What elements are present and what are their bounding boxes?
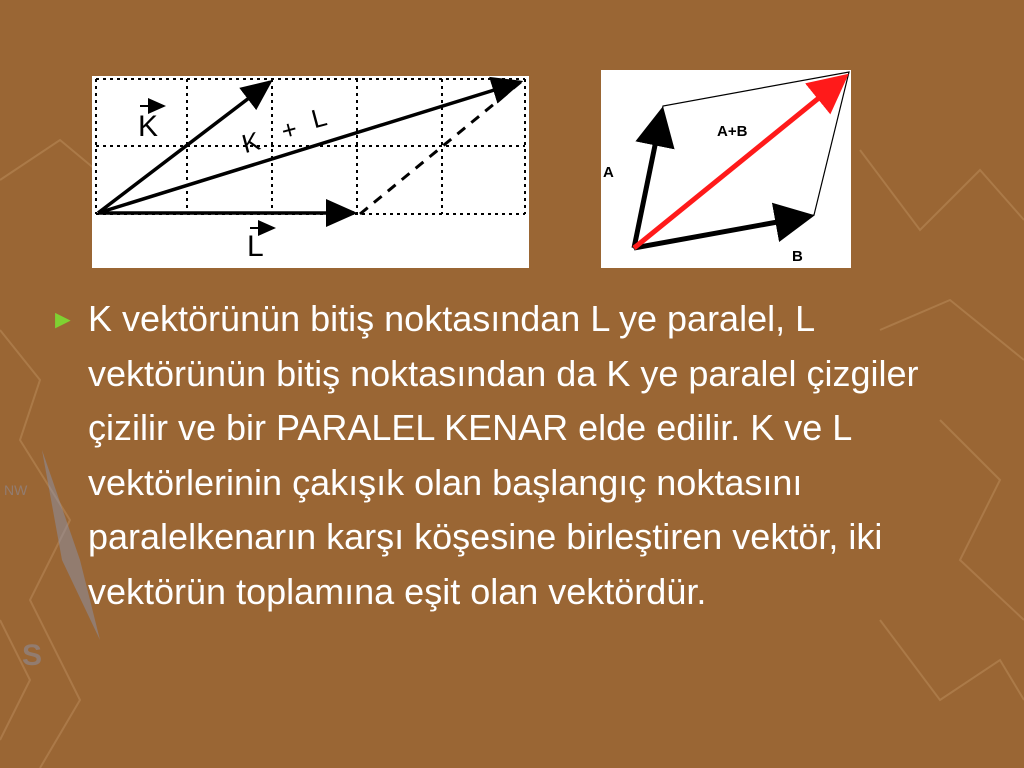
label-sum: A+B <box>717 123 748 140</box>
label-l: L <box>247 230 264 263</box>
vector-sum-arrow <box>98 82 520 213</box>
label-b: B <box>792 248 803 265</box>
bullet-icon: ► <box>50 304 76 334</box>
label-a: A <box>603 164 614 181</box>
label-sum-plus: + <box>277 113 301 147</box>
svg-text:NW: NW <box>4 482 28 498</box>
label-sum-l: L <box>308 101 330 135</box>
parallelogram-grid-figure <box>92 76 529 268</box>
slide-body <box>50 292 950 619</box>
vector-b-arrow <box>634 217 805 248</box>
label-sum-k: K <box>238 125 264 160</box>
svg-text:S: S <box>22 639 43 672</box>
label-k: K <box>138 110 159 143</box>
slide-paragraph: K vektörünün bitiş noktasından L ye paralel, L vektörünün bitiş noktasından da K ye paralel çizgiler çizilir ve bir PARALEL KENAR elde edilir. K ve L vektörlerinin çakışık olan başlangıç noktasını paralelkenarın karşı köşesine birleştiren vektör, iki vektörün toplamına eşit olan vektördür. <box>88 298 919 612</box>
vector-addition-figure <box>601 70 851 268</box>
